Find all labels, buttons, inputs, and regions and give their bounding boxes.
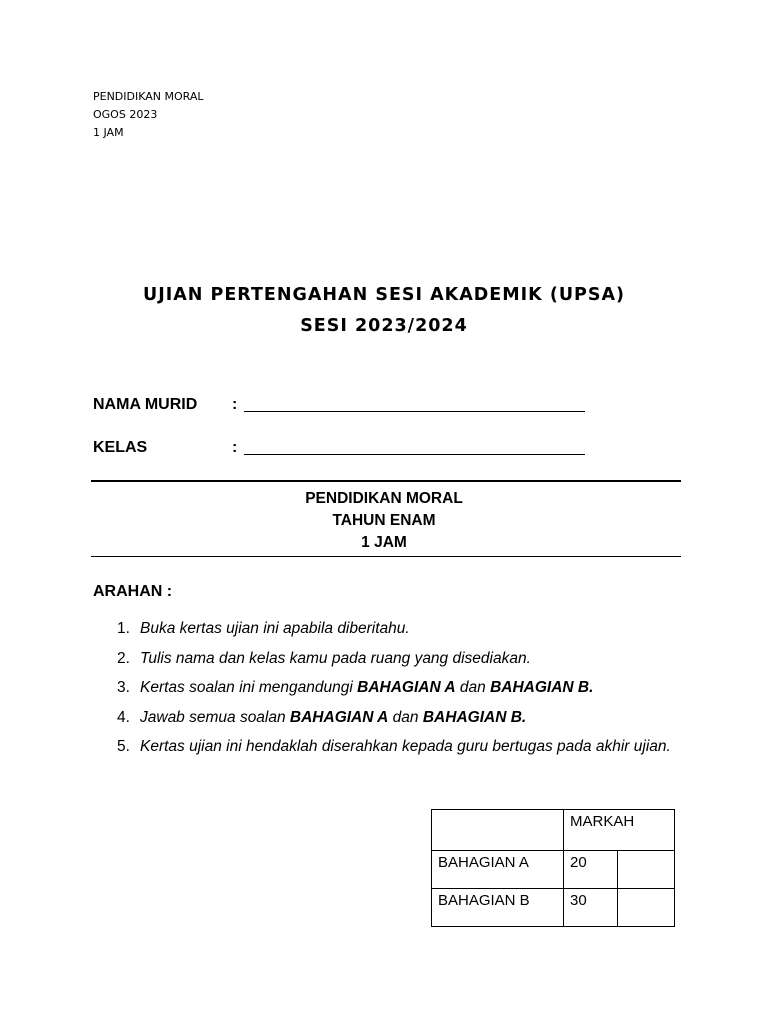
instruction-number: 3. <box>117 679 130 696</box>
instruction-item <box>117 703 687 733</box>
instruction-number: 1. <box>117 620 130 637</box>
max-marks-cell: 20 <box>564 851 618 889</box>
marks-header: MARKAH <box>564 810 675 851</box>
instruction-item <box>117 673 687 703</box>
student-name-blank-line[interactable] <box>244 411 585 412</box>
instruction-bold-term: BAHAGIAN B. <box>490 679 594 696</box>
instruction-item <box>117 644 687 674</box>
instruction-text: dan <box>455 679 491 696</box>
instruction-text: Kertas ujian ini hendaklah diserahkan kepada guru bertugas pada akhir ujian. <box>140 738 671 755</box>
instruction-text: Tulis nama dan kelas kamu pada ruang yang disediakan. <box>140 649 531 667</box>
instruction-number: 2. <box>117 649 130 667</box>
instructions-heading: ARAHAN : <box>93 583 173 600</box>
instructions-list <box>117 614 687 762</box>
subject-name: PENDIDIKAN MORAL <box>305 490 463 507</box>
section-cell: BAHAGIAN A <box>432 851 564 889</box>
top-divider <box>91 480 681 482</box>
subject-year: TAHUN ENAM <box>332 512 436 529</box>
score-cell[interactable] <box>618 851 675 889</box>
colon: : <box>232 439 238 456</box>
colon: : <box>232 396 238 413</box>
table-row <box>432 889 675 927</box>
empty-header-cell <box>432 810 564 851</box>
instruction-text: dan <box>388 708 423 726</box>
paper-header <box>93 88 204 142</box>
header-duration: 1 JAM <box>93 126 124 139</box>
instruction-text: Buka kertas ujian ini apabila diberitahu. <box>140 620 410 637</box>
bottom-divider <box>91 556 681 557</box>
score-cell[interactable] <box>618 889 675 927</box>
student-name-label: NAMA MURID <box>93 396 198 413</box>
subject-block <box>0 488 768 554</box>
instruction-bold-term: BAHAGIAN B. <box>422 708 527 726</box>
max-marks-cell: 30 <box>564 889 618 927</box>
marks-table-header-row <box>432 810 675 851</box>
exam-title <box>0 280 768 342</box>
header-subject: PENDIDIKAN MORAL <box>93 90 204 103</box>
class-label: KELAS <box>93 439 148 456</box>
instruction-text: Jawab semua soalan <box>140 708 290 726</box>
exam-session: SESI 2023/2024 <box>300 316 468 336</box>
table-row <box>432 851 675 889</box>
instruction-text: Kertas soalan ini mengandungi <box>140 679 358 696</box>
class-blank-line[interactable] <box>244 454 585 455</box>
instruction-number: 4. <box>117 708 130 726</box>
exam-title-line: UJIAN PERTENGAHAN SESI AKADEMIK (UPSA) <box>142 285 625 305</box>
instruction-item <box>117 732 687 762</box>
instruction-number: 5. <box>117 738 130 755</box>
section-cell: BAHAGIAN B <box>432 889 564 927</box>
instruction-bold-term: BAHAGIAN A <box>289 708 389 726</box>
instruction-item <box>117 614 687 644</box>
marks-table <box>431 809 675 927</box>
header-date: OGOS 2023 <box>93 108 158 121</box>
subject-duration: 1 JAM <box>361 534 407 551</box>
instruction-bold-term: BAHAGIAN A <box>357 679 456 696</box>
